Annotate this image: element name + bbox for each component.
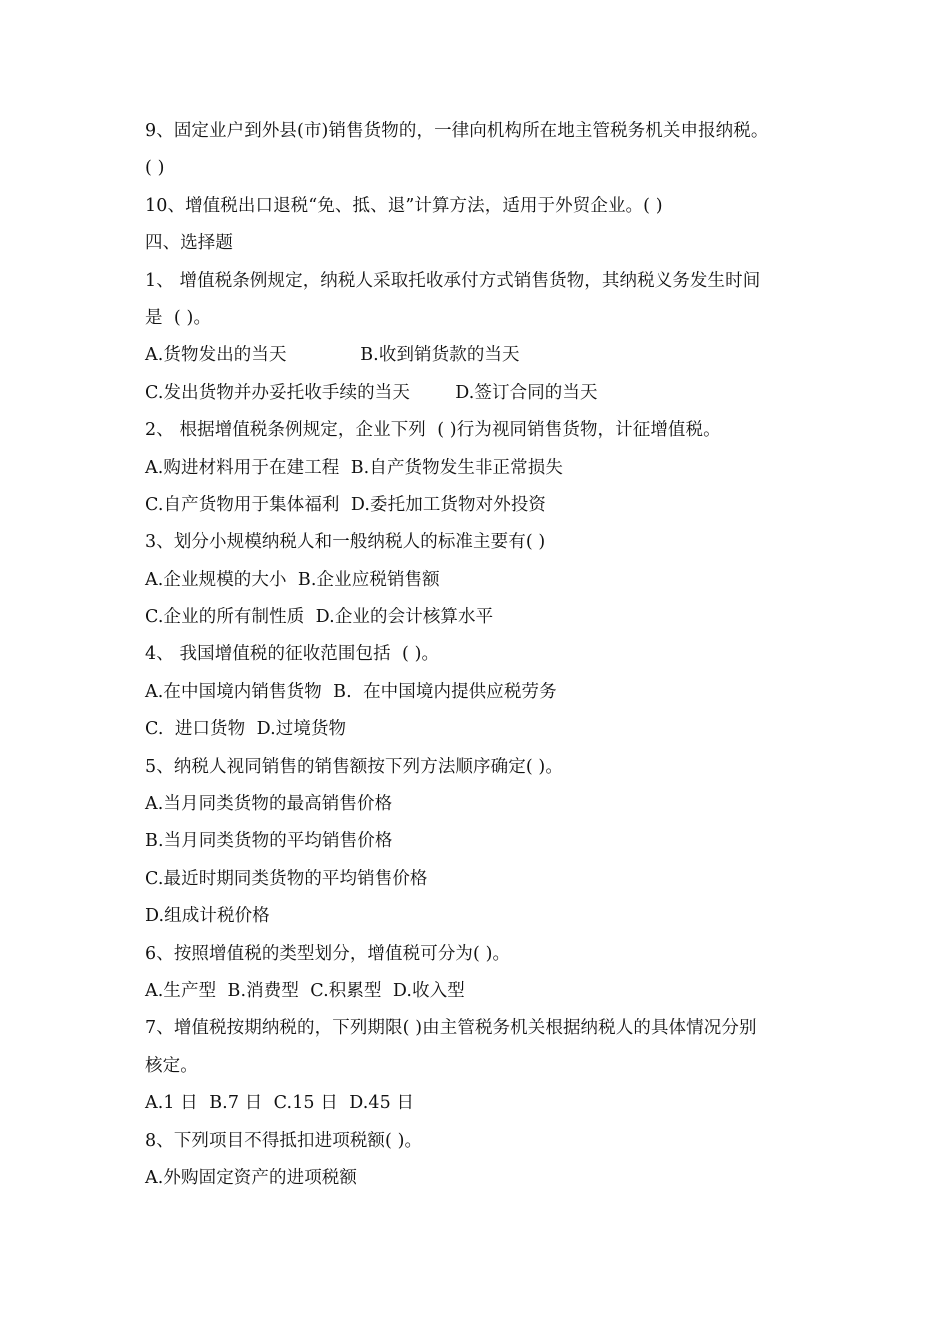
answer-options: C.发出货物并办妥托收手续的当天 D.签订合同的当天 (145, 382, 598, 403)
question-text: 5、纳税人视同销售的销售额按下列方法顺序确定( )。 (145, 756, 563, 777)
question-text: 是 ( )。 (145, 307, 212, 328)
text-line: ( ) (145, 158, 165, 179)
answer-options: A.生产型 B.消费型 C.积累型 D.收入型 (145, 980, 465, 1001)
question-text: 1、 增值税条例规定，纳税人采取托收承付方式销售货物，其纳税义务发生时间 (145, 270, 761, 291)
answer-options: A.购进材料用于在建工程 B.自产货物发生非正常损失 (145, 457, 563, 478)
answer-options: C.最近时期同类货物的平均销售价格 (145, 868, 428, 889)
question-text: 2、 根据增值税条例规定，企业下列 ( )行为视同销售货物，计征增值税。 (145, 420, 721, 441)
section-heading: 四、选择题 (145, 233, 233, 254)
question-text: 7、增值税按期纳税的，下列期限( )由主管税务机关根据纳税人的具体情况分别 (145, 1018, 757, 1039)
question-text: 6、按照增值税的类型划分，增值税可分为( )。 (145, 943, 511, 964)
answer-options: A.在中国境内销售货物 B. 在中国境内提供应税劳务 (145, 681, 557, 702)
answer-options: A.外购固定资产的进项税额 (145, 1167, 357, 1188)
answer-options: A.当月同类货物的最高销售价格 (145, 794, 393, 815)
answer-options: B.当月同类货物的平均销售价格 (145, 831, 393, 852)
answer-options: A.企业规模的大小 B.企业应税销售额 (145, 569, 440, 590)
question-text: 核定。 (145, 1055, 198, 1076)
answer-options: C. 进口货物 D.过境货物 (145, 719, 347, 740)
answer-options: A.货物发出的当天 B.收到销货款的当天 (145, 345, 520, 366)
document-body (145, 113, 825, 1197)
question-text: 3、划分小规模纳税人和一般纳税人的标准主要有( ) (145, 532, 546, 553)
answer-options: C.企业的所有制性质 D.企业的会计核算水平 (145, 607, 494, 628)
text-line: 9、固定业户到外县(市)销售货物的，一律向机构所在地主管税务机关申报纳税。 (145, 121, 769, 141)
question-text: 4、 我国增值税的征收范围包括 ( )。 (145, 644, 440, 665)
answer-options: D.组成计税价格 (145, 906, 270, 927)
text-line: 10、增值税出口退税“免、抵、退”计算方法，适用于外贸企业。( ) (145, 195, 663, 216)
question-text: 8、下列项目不得抵扣进项税额( )。 (145, 1130, 423, 1151)
answer-options: C.自产货物用于集体福利 D.委托加工货物对外投资 (145, 494, 547, 515)
answer-options: A.1 日 B.7 日 C.15 日 D.45 日 (145, 1093, 415, 1114)
